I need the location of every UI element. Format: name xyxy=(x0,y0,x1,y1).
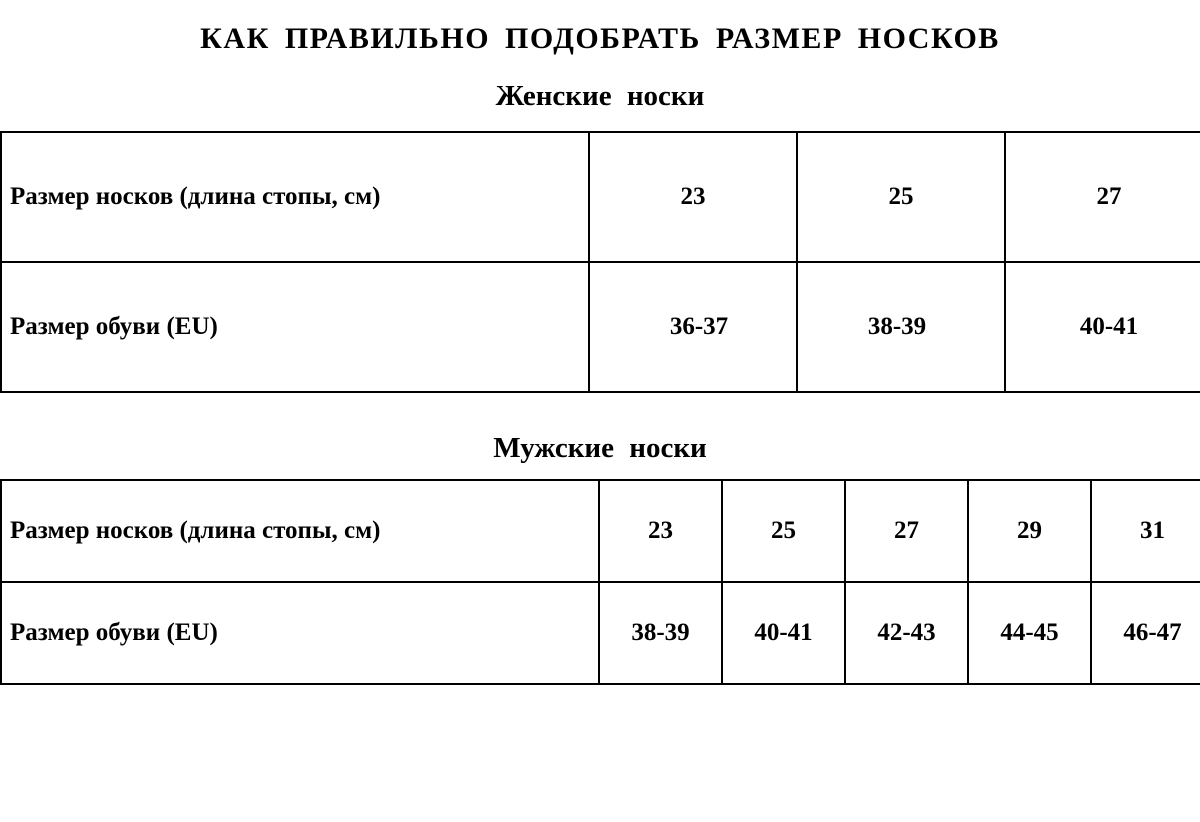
table-row xyxy=(1,582,1200,684)
row-label-sock-size-men: Размер носков (длина стопы, см) xyxy=(1,480,599,582)
cell-men-shoe-size-5: 46-47 xyxy=(1091,582,1200,684)
row-label-shoe-size-women: Размер обуви (EU) xyxy=(1,262,589,392)
men-size-table xyxy=(0,479,1200,685)
row-label-shoe-size-men: Размер обуви (EU) xyxy=(1,582,599,684)
page-title: КАК ПРАВИЛЬНО ПОДОБРАТЬ РАЗМЕР НОСКОВ xyxy=(200,22,1000,55)
cell-women-sock-size-3: 27 xyxy=(1005,132,1200,262)
women-size-table xyxy=(0,131,1200,393)
cell-men-shoe-size-2: 40-41 xyxy=(722,582,845,684)
cell-women-shoe-size-2: 38-39 xyxy=(793,262,1001,392)
cell-women-shoe-size-1: 36-37 xyxy=(595,262,803,392)
table-row xyxy=(1,132,1200,262)
cell-men-shoe-size-4: 44-45 xyxy=(968,582,1091,684)
cell-women-sock-size-1: 23 xyxy=(589,132,797,262)
cell-men-sock-size-5: 31 xyxy=(1091,480,1200,582)
cell-men-sock-size-1: 23 xyxy=(599,480,722,582)
section-heading-men: Мужские носки xyxy=(493,431,707,464)
section-heading-women: Женские носки xyxy=(495,80,705,112)
cell-men-shoe-size-3: 42-43 xyxy=(845,582,968,684)
row-label-sock-size-women: Размер носков (длина стопы, см) xyxy=(1,132,589,262)
cell-men-sock-size-3: 27 xyxy=(845,480,968,582)
size-chart-page xyxy=(0,22,1200,822)
table-row xyxy=(1,262,1200,392)
cell-men-sock-size-2: 25 xyxy=(722,480,845,582)
cell-men-sock-size-4: 29 xyxy=(968,480,1091,582)
table-row xyxy=(1,480,1200,582)
cell-men-shoe-size-1: 38-39 xyxy=(599,582,722,684)
cell-women-sock-size-2: 25 xyxy=(797,132,1005,262)
cell-women-shoe-size-3: 40-41 xyxy=(1005,262,1200,392)
